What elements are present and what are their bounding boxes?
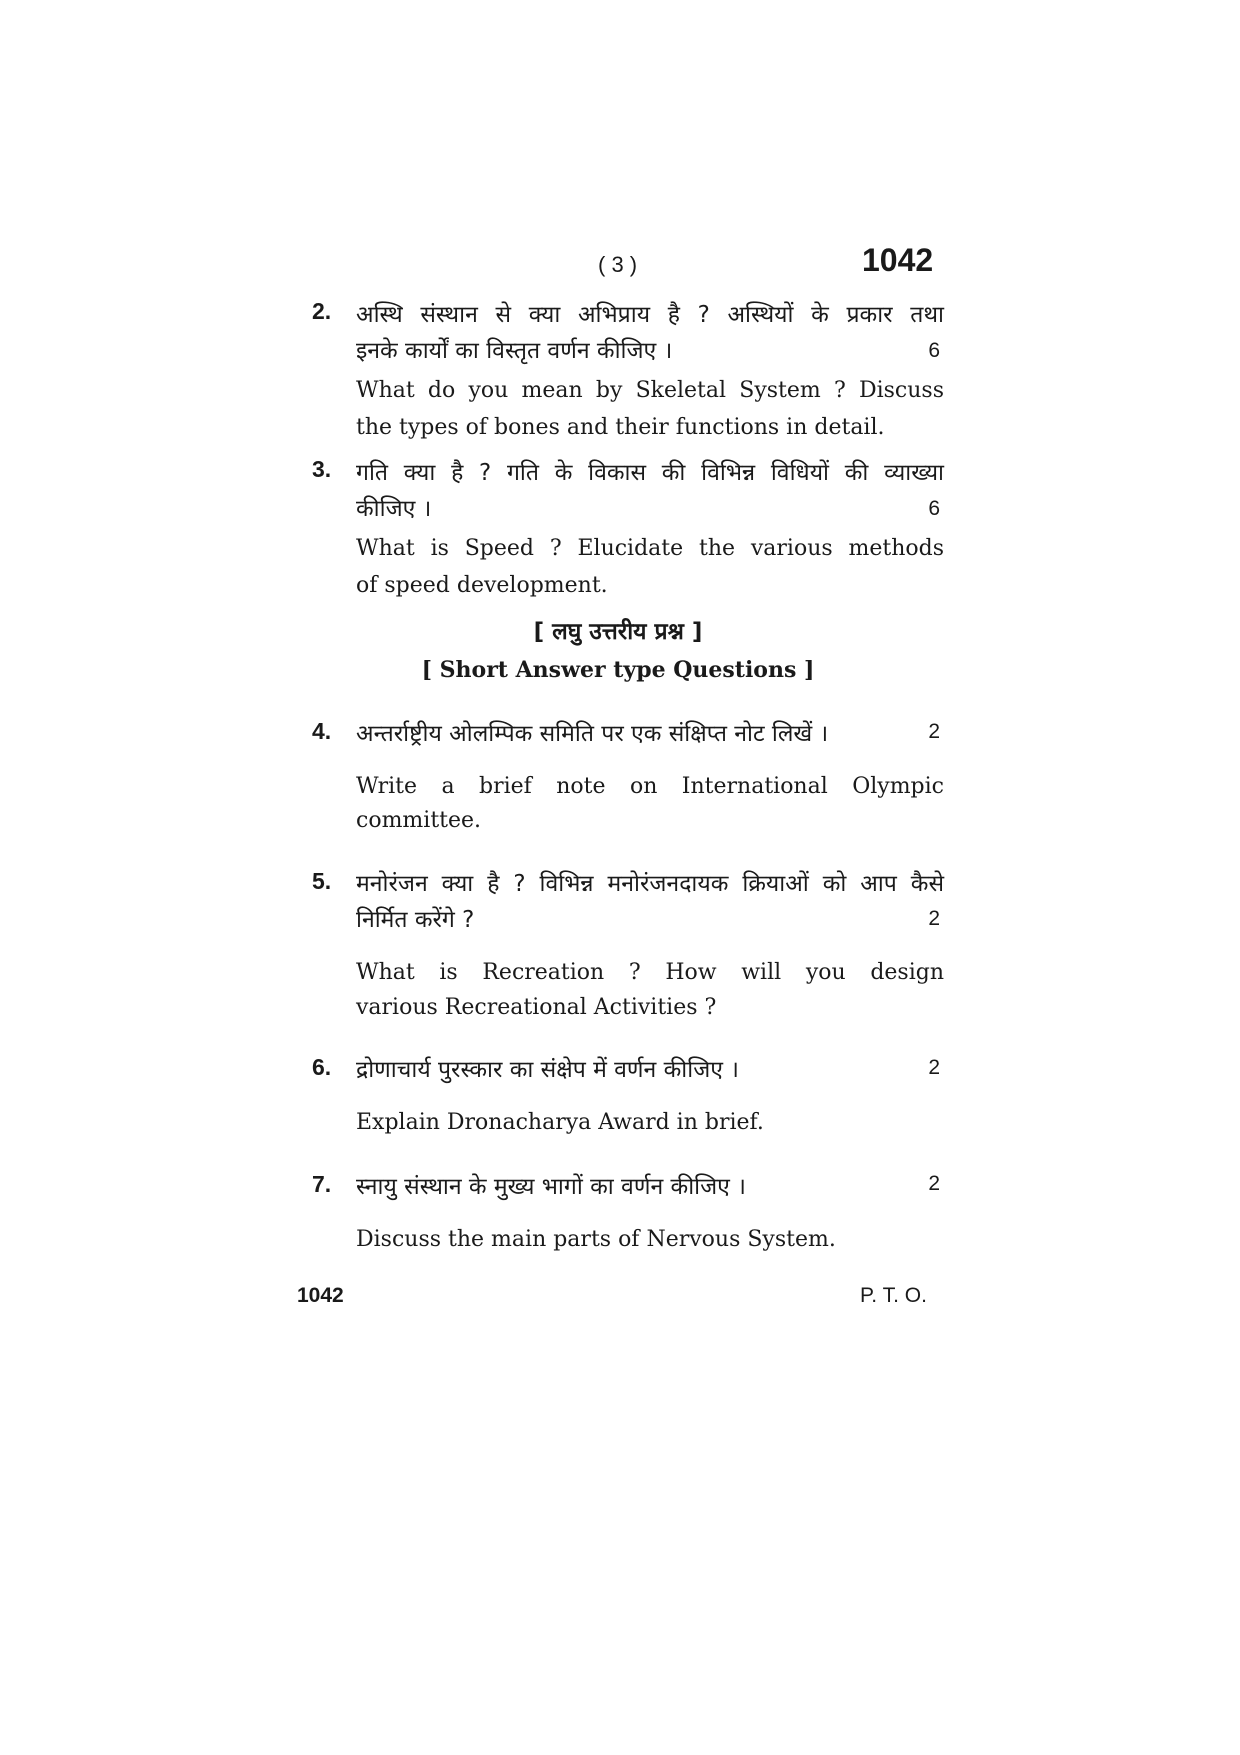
question-2-hindi-line2: इनके कार्यों का विस्तृत वर्णन कीजिए । bbox=[356, 338, 673, 364]
question-3-english-line1: What is Speed ? Elucidate the various methods bbox=[356, 536, 944, 561]
question-7-hindi-line1: स्नायु संस्थान के मुख्य भागों का वर्णन कीजिए । bbox=[356, 1174, 746, 1200]
paper-code-footer: 1042 bbox=[297, 1284, 344, 1307]
question-4-english-line1: Write a brief note on International Olympic bbox=[356, 774, 944, 799]
question-number-6: 6. bbox=[312, 1054, 332, 1080]
question-number-5: 5. bbox=[312, 868, 332, 894]
question-2-english-line2: the types of bones and their functions in detail. bbox=[356, 415, 885, 440]
paper-code-header: 1042 bbox=[862, 242, 934, 278]
question-6-english-line1: Explain Dronacharya Award in brief. bbox=[356, 1110, 764, 1135]
pto-label: P. T. O. bbox=[860, 1284, 927, 1307]
question-2-marks: 6 bbox=[928, 339, 940, 362]
question-number-7: 7. bbox=[312, 1171, 332, 1197]
question-4-marks: 2 bbox=[928, 720, 940, 743]
question-3-hindi-line1: गति क्या है ? गति के विकास की विभिन्न विधियों की व्याख्या bbox=[356, 460, 944, 486]
question-7-english-line1: Discuss the main parts of Nervous System. bbox=[356, 1227, 836, 1252]
page-number: ( 3 ) bbox=[598, 252, 638, 277]
question-5-english-line1: What is Recreation ? How will you design bbox=[356, 960, 944, 985]
question-3-hindi-line2: कीजिए । bbox=[356, 496, 432, 522]
question-3-marks: 6 bbox=[928, 497, 940, 520]
question-3-english-line2: of speed development. bbox=[356, 573, 608, 598]
question-6-marks: 2 bbox=[928, 1056, 940, 1079]
question-number-3: 3. bbox=[312, 456, 332, 482]
question-4-hindi-line1: अन्तर्राष्ट्रीय ओलम्पिक समिति पर एक संक्षिप्त नोट लिखें । bbox=[356, 721, 829, 747]
question-5-english-line2: various Recreational Activities ? bbox=[356, 995, 717, 1020]
question-7-marks: 2 bbox=[928, 1172, 940, 1195]
section-heading-hindi: [ लघु उत्तरीय प्रश्न ] bbox=[533, 619, 703, 645]
question-5-marks: 2 bbox=[928, 907, 940, 930]
question-6-hindi-line1: द्रोणाचार्य पुरस्कार का संक्षेप में वर्णन कीजिए । bbox=[356, 1057, 740, 1083]
section-heading-english: [ Short Answer type Questions ] bbox=[421, 657, 815, 683]
question-5-hindi-line2: निर्मित करेंगे ? bbox=[356, 907, 475, 933]
question-2-english-line1: What do you mean by Skeletal System ? Discuss bbox=[356, 378, 944, 403]
question-number-4: 4. bbox=[312, 718, 332, 744]
question-2-hindi-line1: अस्थि संस्थान से क्या अभिप्राय है ? अस्थियों के प्रकार तथा bbox=[356, 302, 944, 328]
question-4-english-line2: committee. bbox=[356, 808, 482, 833]
question-number-2: 2. bbox=[312, 298, 332, 324]
question-5-hindi-line1: मनोरंजन क्या है ? विभिन्न मनोरंजनदायक क्रियाओं को आप कैसे bbox=[356, 871, 944, 897]
